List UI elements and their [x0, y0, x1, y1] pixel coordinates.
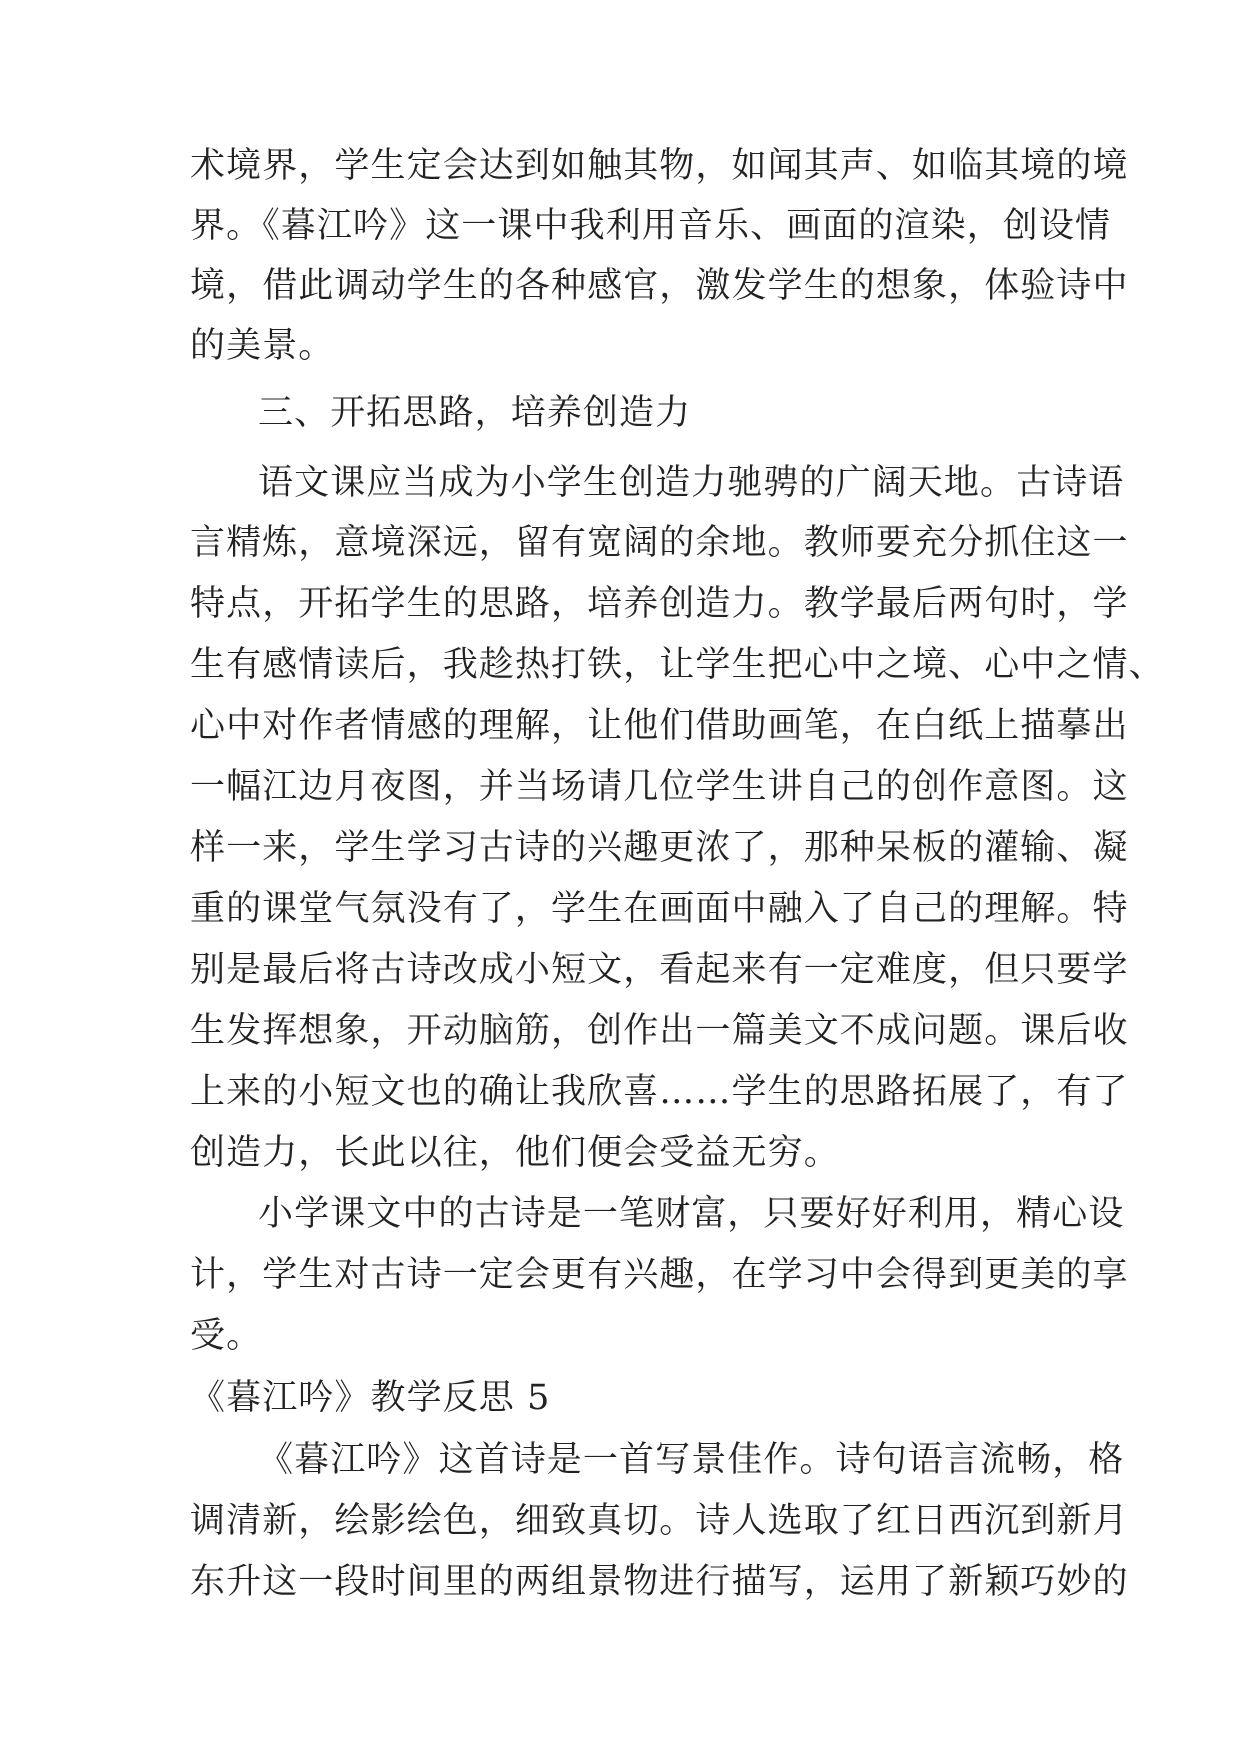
text-line: 特点，开拓学生的思路，培养创造力。教学最后两句时，学: [190, 584, 1129, 624]
text-line: 生有感情读后，我趁热打铁，让学生把心中之境、心中之情、: [190, 645, 1165, 685]
text-line: 心中对作者情感的理解，让他们借助画笔，在白纸上描摹出: [190, 706, 1129, 746]
text-line: 语文课应当成为小学生创造力驰骋的广阔天地。古诗语: [258, 463, 1125, 503]
text-line: 样一来，学生学习古诗的兴趣更浓了，那种呆板的灌输、凝: [190, 828, 1129, 868]
text-line: 生发挥想象，开动脑筋，创作出一篇美文不成问题。课后收: [190, 1011, 1129, 1051]
text-line: 界。《暮江吟》这一课中我利用音乐、画面的渲染，创设情: [190, 206, 1112, 246]
text-line: 别是最后将古诗改成小短文，看起来有一定难度，但只要学: [190, 950, 1129, 990]
text-line: 调清新，绘影绘色，细致真切。诗人选取了红日西沉到新月: [190, 1501, 1129, 1541]
text-line: 言精炼，意境深远，留有宽阔的余地。教师要充分抓住这一: [190, 523, 1129, 563]
text-line: 东升这一段时间里的两组景物进行描写，运用了新颖巧妙的: [190, 1562, 1129, 1602]
text-line: 小学课文中的古诗是一笔财富，只要好好利用，精心设: [258, 1194, 1125, 1234]
text-line: 重的课堂气氛没有了，学生在画面中融入了自己的理解。特: [190, 889, 1129, 929]
text-line: 术境界，学生定会达到如触其物，如闻其声、如临其境的境: [190, 146, 1129, 186]
text-line: 上来的小短文也的确让我欣喜……学生的思路拓展了，有了: [190, 1072, 1129, 1112]
text-line: 的美景。: [190, 326, 335, 366]
section-title: 《暮江吟》教学反思 5: [190, 1378, 551, 1418]
text-line: 计，学生对古诗一定会更有兴趣，在学习中会得到更美的享: [190, 1255, 1129, 1295]
text-line: 一幅江边月夜图，并当场请几位学生讲自己的创作意图。这: [190, 767, 1129, 807]
section-heading: 三、开拓思路，培养创造力: [258, 393, 692, 433]
text-line: 创造力，长此以往，他们便会受益无穷。: [190, 1133, 840, 1173]
text-line: 境，借此调动学生的各种感官，激发学生的想象，体验诗中: [190, 266, 1129, 306]
text-line: 受。: [190, 1316, 263, 1356]
text-line: 《暮江吟》这首诗是一首写景佳作。诗句语言流畅，格: [258, 1440, 1125, 1480]
